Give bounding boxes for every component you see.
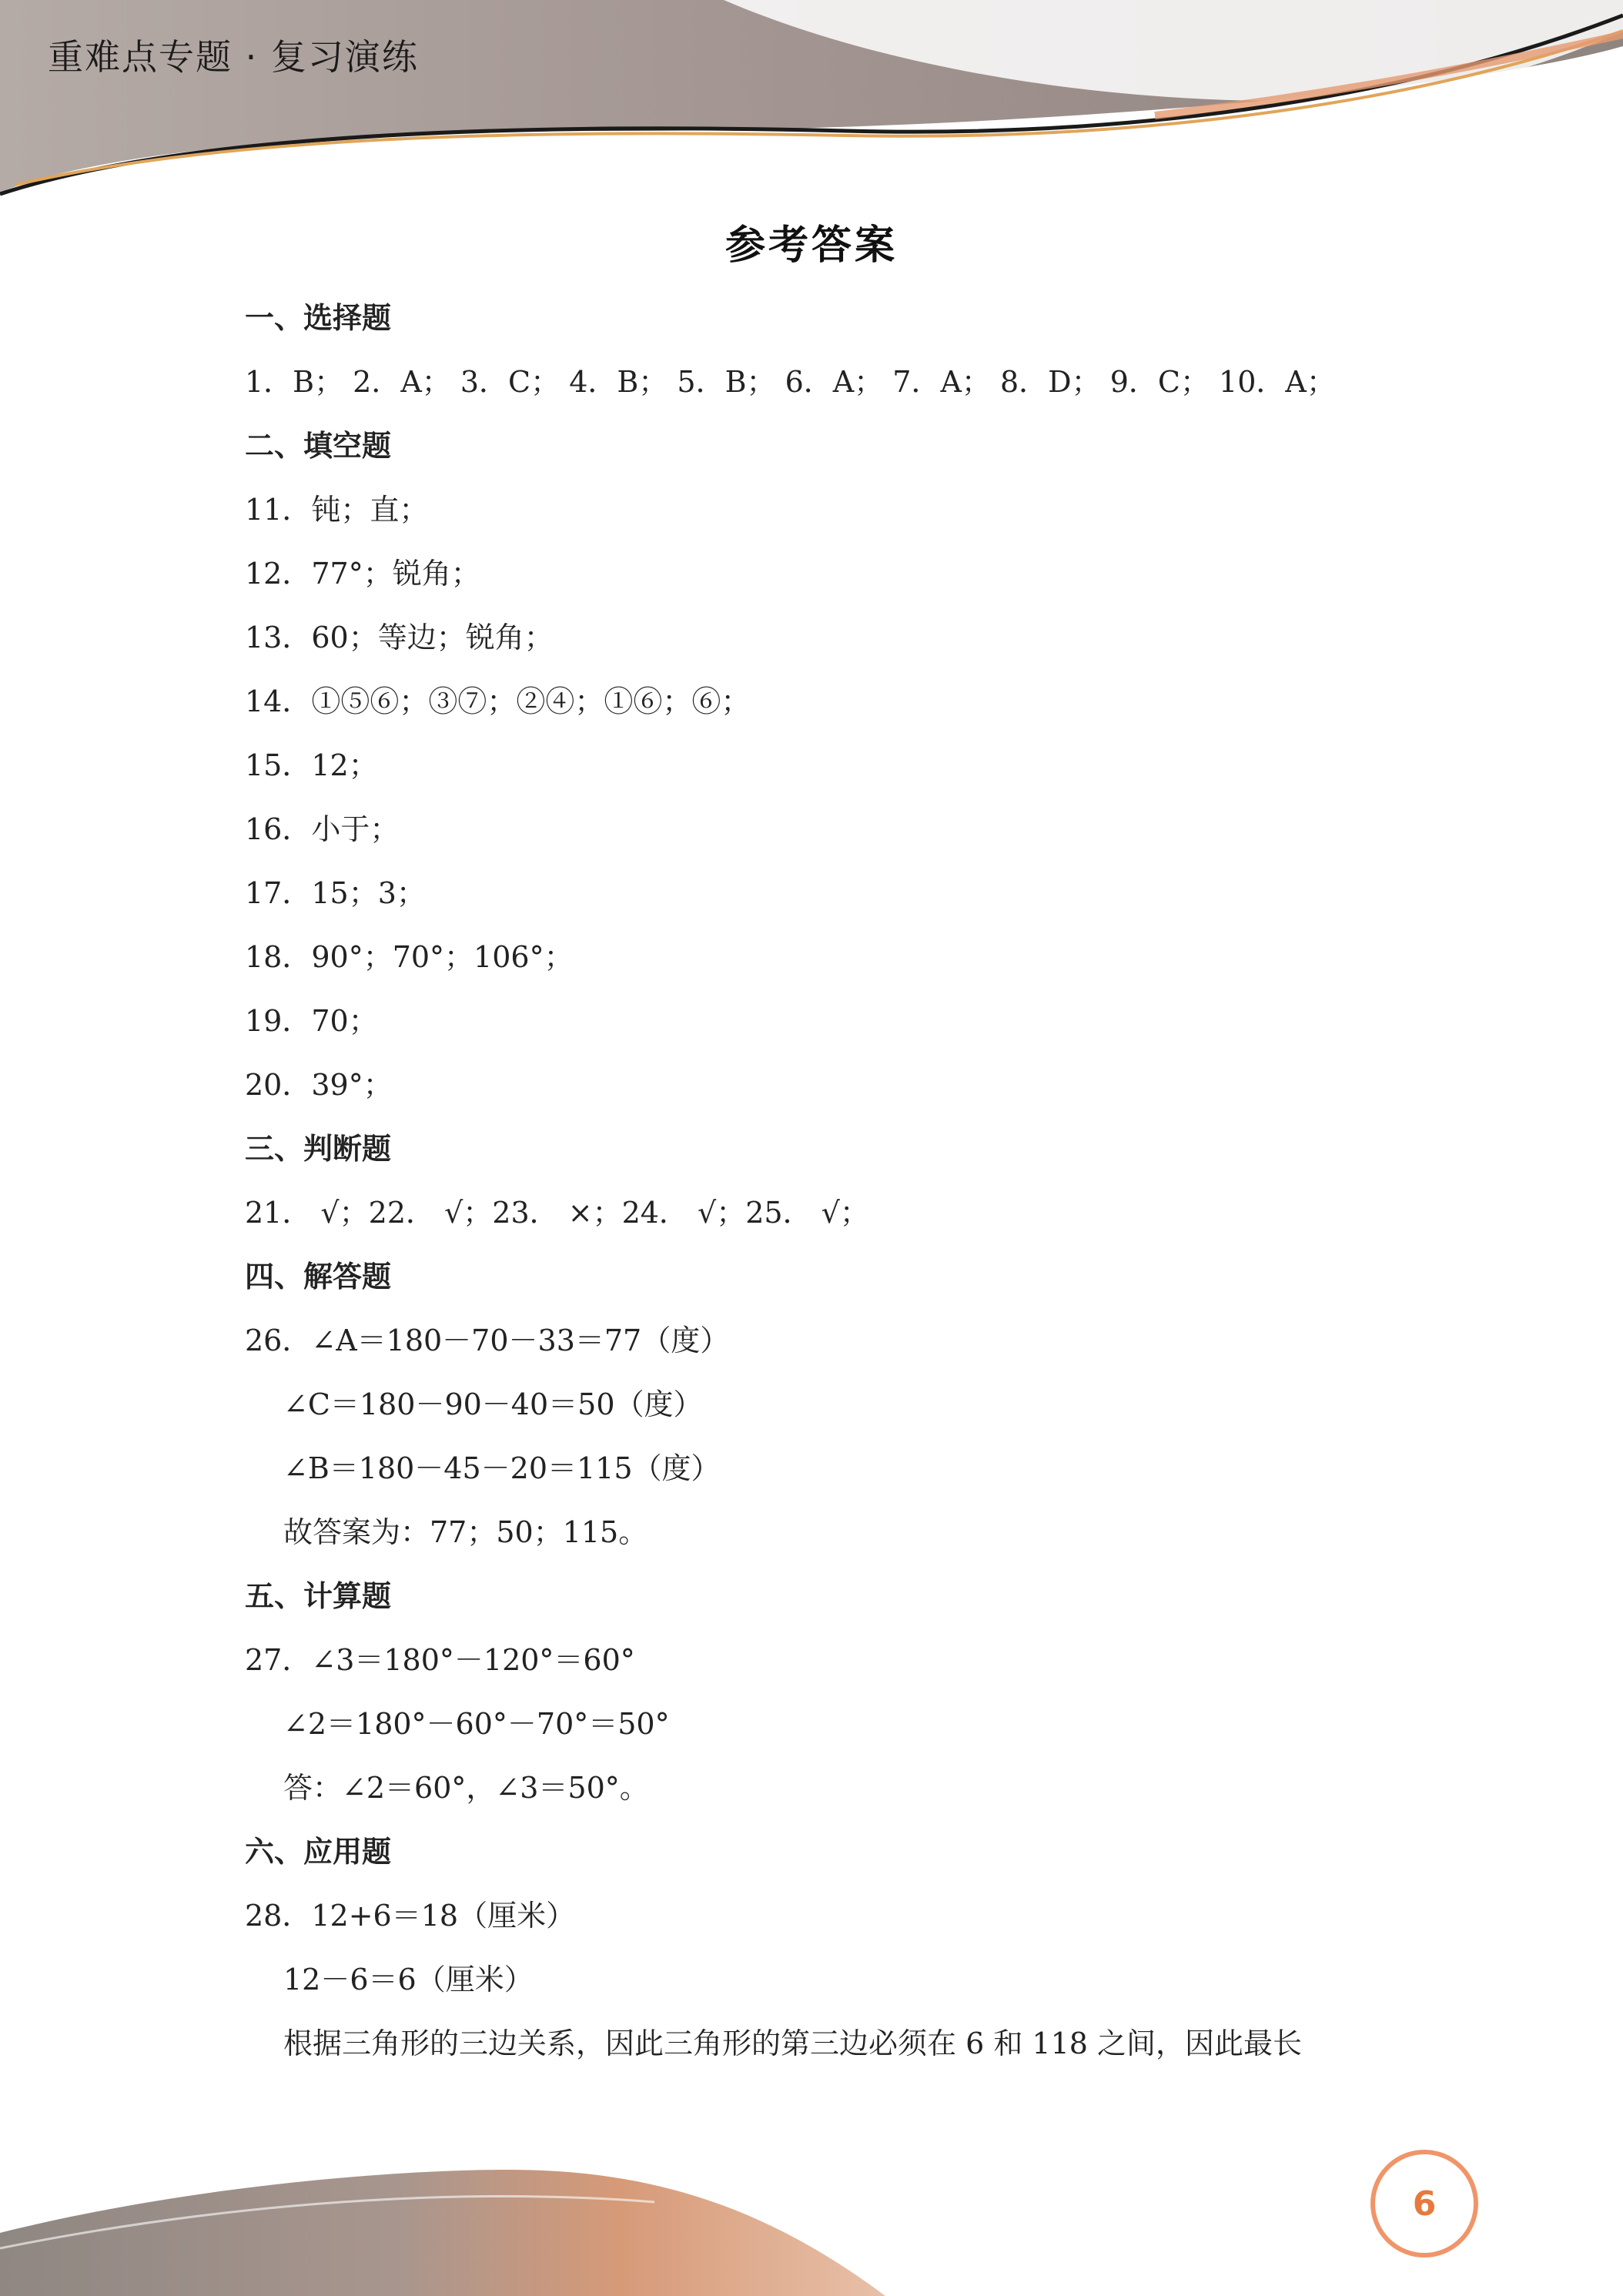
page-number: 6	[1412, 2184, 1437, 2224]
answer-line: 27．∠3＝180°－120°＝60°	[245, 1643, 635, 1677]
answer-line: ∠C＝180－90－40＝50（度）	[283, 1387, 703, 1421]
answer-line: 12－6＝6（厘米）	[283, 1963, 534, 1996]
answer-line: 16．小于；	[245, 812, 400, 846]
answer-line: 26．∠A＝180－70－33＝77（度）	[245, 1324, 730, 1357]
answer-line: 15．12；	[245, 748, 378, 782]
page-number-badge	[1370, 2150, 1478, 2258]
answer-line: 故答案为：77；50；115。	[283, 1515, 648, 1549]
answer-line: 11．钝；直；	[245, 493, 429, 527]
section-heading: 四、解答题	[245, 1260, 392, 1294]
answer-line: 18．90°；70°；106°；	[245, 940, 574, 974]
answer-line: ∠2＝180°－60°－70°＝50°	[283, 1707, 670, 1741]
answer-line: 14．①⑤⑥；③⑦；②④；①⑥；⑥；	[245, 684, 751, 718]
answer-line: 12．77°；锐角；	[245, 557, 480, 591]
answer-line: 21． √；22． √；23． ×；24． √；25． √；	[245, 1196, 869, 1230]
answer-line: ∠B＝180－45－20＝115（度）	[283, 1451, 721, 1485]
answer-line: 1．B； 2．A； 3．C； 4．B； 5．B； 6．A； 7．A； 8．D； 9．C； 10．A；	[245, 365, 1336, 399]
section-heading: 一、选择题	[245, 301, 392, 335]
answer-line: 答：∠2＝60°，∠3＝50°。	[283, 1771, 649, 1805]
section-heading: 六、应用题	[245, 1835, 392, 1869]
header-title: 重难点专题 · 复习演练	[48, 36, 419, 78]
answer-line: 28．12+6＝18（厘米）	[245, 1899, 576, 1933]
answer-line: 20．39°；	[245, 1068, 393, 1102]
answer-line: 17．15；3；	[245, 876, 426, 910]
answer-line: 19．70；	[245, 1004, 378, 1038]
section-heading: 二、填空题	[245, 429, 392, 463]
section-heading: 五、计算题	[245, 1579, 392, 1613]
answer-list	[245, 286, 1400, 2076]
document-title: 参考答案	[724, 223, 898, 269]
section-heading: 三、判断题	[245, 1132, 392, 1166]
answer-line: 根据三角形的三边关系，因此三角形的第三边必须在 6 和 118 之间，因此最长	[283, 2027, 1303, 2060]
answer-line: 13．60；等边；锐角；	[245, 621, 554, 654]
